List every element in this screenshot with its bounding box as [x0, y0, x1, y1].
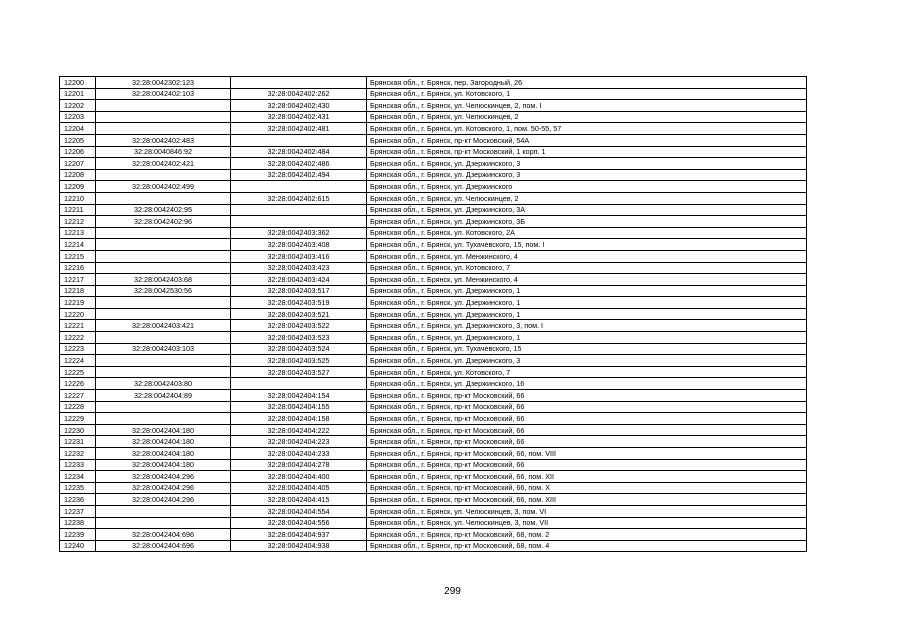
building-number-cell: 32:28:0042404:233: [231, 448, 367, 460]
row-number-cell: 12224: [60, 355, 96, 367]
parcel-number-cell: 32:28:0042402:483: [96, 134, 231, 146]
building-number-cell: 32:28:0042404:554: [231, 505, 367, 517]
row-number-cell: 12228: [60, 401, 96, 413]
row-number-cell: 12218: [60, 285, 96, 297]
parcel-number-cell: 32:28:0042402:103: [96, 88, 231, 100]
table-row: [60, 274, 807, 286]
row-number-cell: 12206: [60, 146, 96, 158]
building-number-cell: 32:28:0042403:527: [231, 366, 367, 378]
address-cell: Брянская обл., г. Брянск, пр-кт Московский, 66: [367, 390, 807, 402]
row-number-cell: 12213: [60, 227, 96, 239]
table-row: [60, 134, 807, 146]
building-number-cell: 32:28:0042404:155: [231, 401, 367, 413]
address-cell: Брянская обл., г. Брянск, пр-кт Московский, 66: [367, 413, 807, 425]
table-row: [60, 100, 807, 112]
row-number-cell: 12203: [60, 111, 96, 123]
table-row: [60, 216, 807, 228]
building-number-cell: 32:28:0042404:223: [231, 436, 367, 448]
table-row: [60, 459, 807, 471]
building-number-cell: 32:28:0042402:430: [231, 100, 367, 112]
table-row: [60, 181, 807, 193]
table-row: [60, 436, 807, 448]
table-row: [60, 378, 807, 390]
table-row: [60, 111, 807, 123]
building-number-cell: 32:28:0042403:519: [231, 297, 367, 309]
parcel-number-cell: 32:28:0040846:92: [96, 146, 231, 158]
parcel-number-cell: 32:28:0042404:696: [96, 529, 231, 541]
building-number-cell: 32:28:0042403:523: [231, 332, 367, 344]
row-number-cell: 12234: [60, 471, 96, 483]
parcel-number-cell: 32:28:0042404:89: [96, 390, 231, 402]
address-cell: Брянская обл., г. Брянск, ул. Дзержинского, 3: [367, 158, 807, 170]
parcel-number-cell: [96, 332, 231, 344]
building-number-cell: [231, 216, 367, 228]
address-cell: Брянская обл., г. Брянск, ул. Дзержинского, 3А: [367, 204, 807, 216]
row-number-cell: 12204: [60, 123, 96, 135]
address-cell: Брянская обл., г. Брянск, ул. Менжинского, 4: [367, 250, 807, 262]
parcel-number-cell: [96, 413, 231, 425]
building-number-cell: 32:28:0042403:521: [231, 308, 367, 320]
parcel-number-cell: [96, 100, 231, 112]
building-number-cell: 32:28:0042404:556: [231, 517, 367, 529]
table-row: [60, 390, 807, 402]
building-number-cell: 32:28:0042402:431: [231, 111, 367, 123]
parcel-number-cell: [96, 123, 231, 135]
parcel-number-cell: [96, 401, 231, 413]
parcel-number-cell: [96, 297, 231, 309]
parcel-number-cell: 32:28:0042403:421: [96, 320, 231, 332]
parcel-number-cell: [96, 239, 231, 251]
parcel-number-cell: 32:28:0042530:56: [96, 285, 231, 297]
address-cell: Брянская обл., г. Брянск, ул. Челюскинцев, 2: [367, 111, 807, 123]
parcel-number-cell: [96, 505, 231, 517]
address-cell: Брянская обл., г. Брянск, ул. Дзержинского: [367, 181, 807, 193]
table-row: [60, 529, 807, 541]
building-number-cell: 32:28:0042404:154: [231, 390, 367, 402]
parcel-number-cell: 32:28:0042402:95: [96, 204, 231, 216]
table-row: [60, 192, 807, 204]
building-number-cell: 32:28:0042403:424: [231, 274, 367, 286]
building-number-cell: 32:28:0042402:494: [231, 169, 367, 181]
row-number-cell: 12205: [60, 134, 96, 146]
row-number-cell: 12222: [60, 332, 96, 344]
building-number-cell: 32:28:0042403:408: [231, 239, 367, 251]
table-row: [60, 297, 807, 309]
row-number-cell: 12232: [60, 448, 96, 460]
table-row: [60, 505, 807, 517]
building-number-cell: [231, 77, 367, 89]
building-number-cell: 32:28:0042402:484: [231, 146, 367, 158]
address-cell: Брянская обл., г. Брянск, пр-кт Московский, 66: [367, 436, 807, 448]
row-number-cell: 12231: [60, 436, 96, 448]
address-cell: Брянская обл., г. Брянск, ул. Дзержинского, 3Б: [367, 216, 807, 228]
parcel-number-cell: [96, 111, 231, 123]
building-number-cell: 32:28:0042403:522: [231, 320, 367, 332]
row-number-cell: 12237: [60, 505, 96, 517]
table-row: [60, 308, 807, 320]
building-number-cell: [231, 181, 367, 193]
parcel-number-cell: [96, 517, 231, 529]
row-number-cell: 12219: [60, 297, 96, 309]
address-cell: Брянская обл., г. Брянск, ул. Дзержинского, 1: [367, 297, 807, 309]
address-cell: Брянская обл., г. Брянск, пр-кт Московский, 68, пом. 2: [367, 529, 807, 541]
parcel-number-cell: 32:28:0042302:123: [96, 77, 231, 89]
row-number-cell: 12238: [60, 517, 96, 529]
table-row: [60, 482, 807, 494]
address-cell: Брянская обл., г. Брянск, ул. Челюскинцев, 3, пом. VII: [367, 517, 807, 529]
table-row: [60, 424, 807, 436]
address-cell: Брянская обл., г. Брянск, ул. Котовского, 1: [367, 88, 807, 100]
building-number-cell: [231, 134, 367, 146]
building-number-cell: 32:28:0042403:423: [231, 262, 367, 274]
parcel-number-cell: [96, 250, 231, 262]
building-number-cell: [231, 204, 367, 216]
building-number-cell: 32:28:0042404:158: [231, 413, 367, 425]
address-cell: Брянская обл., г. Брянск, пр-кт Московский, 66: [367, 401, 807, 413]
address-cell: Брянская обл., г. Брянск, ул. Менжинского, 4: [367, 274, 807, 286]
parcel-number-cell: 32:28:0042404:180: [96, 448, 231, 460]
table-row: [60, 88, 807, 100]
row-number-cell: 12215: [60, 250, 96, 262]
address-cell: Брянская обл., г. Брянск, ул. Дзержинского, 1: [367, 308, 807, 320]
page-number: 299: [444, 586, 461, 597]
row-number-cell: 12208: [60, 169, 96, 181]
building-number-cell: 32:28:0042402:262: [231, 88, 367, 100]
building-number-cell: 32:28:0042404:415: [231, 494, 367, 506]
parcel-number-cell: 32:28:0042403:68: [96, 274, 231, 286]
building-number-cell: 32:28:0042404:405: [231, 482, 367, 494]
parcel-number-cell: [96, 227, 231, 239]
address-cell: Брянская обл., г. Брянск, ул. Дзержинского, 1: [367, 332, 807, 344]
table-row: [60, 448, 807, 460]
address-cell: Брянская обл., г. Брянск, ул. Челюскинцев, 2: [367, 192, 807, 204]
row-number-cell: 12201: [60, 88, 96, 100]
row-number-cell: 12214: [60, 239, 96, 251]
table-row: [60, 401, 807, 413]
row-number-cell: 12217: [60, 274, 96, 286]
table-row: [60, 332, 807, 344]
address-cell: Брянская обл., г. Брянск, ул. Тухачевского, 15, пом. I: [367, 239, 807, 251]
address-cell: Брянская обл., г. Брянск, пр-кт Московский, 66, пом. X: [367, 482, 807, 494]
parcel-number-cell: [96, 308, 231, 320]
building-number-cell: 32:28:0042403:517: [231, 285, 367, 297]
parcel-number-cell: 32:28:0042403:80: [96, 378, 231, 390]
parcel-number-cell: 32:28:0042402:96: [96, 216, 231, 228]
building-number-cell: 32:28:0042403:525: [231, 355, 367, 367]
table-row: [60, 239, 807, 251]
registry-table: [59, 76, 807, 552]
address-cell: Брянская обл., г. Брянск, пр-кт Московский, 54А: [367, 134, 807, 146]
table-row: [60, 146, 807, 158]
row-number-cell: 12207: [60, 158, 96, 170]
table-row: [60, 320, 807, 332]
parcel-number-cell: [96, 192, 231, 204]
row-number-cell: 12202: [60, 100, 96, 112]
row-number-cell: 12209: [60, 181, 96, 193]
row-number-cell: 12221: [60, 320, 96, 332]
building-number-cell: 32:28:0042402:481: [231, 123, 367, 135]
address-cell: Брянская обл., г. Брянск, ул. Дзержинского, 3, пом. I: [367, 320, 807, 332]
table-row: [60, 285, 807, 297]
parcel-number-cell: 32:28:0042403:103: [96, 343, 231, 355]
row-number-cell: 12227: [60, 390, 96, 402]
parcel-number-cell: [96, 169, 231, 181]
address-cell: Брянская обл., г. Брянск, ул. Дзержинского, 16: [367, 378, 807, 390]
registry-table-body: [60, 77, 807, 552]
row-number-cell: 12229: [60, 413, 96, 425]
parcel-number-cell: 32:28:0042404:296: [96, 471, 231, 483]
address-cell: Брянская обл., г. Брянск, ул. Челюскинцев, 3, пом. VI: [367, 505, 807, 517]
row-number-cell: 12239: [60, 529, 96, 541]
address-cell: Брянская обл., г. Брянск, пр-кт Московский, 68, пом. 4: [367, 540, 807, 552]
table-row: [60, 366, 807, 378]
building-number-cell: 32:28:0042404:937: [231, 529, 367, 541]
parcel-number-cell: 32:28:0042404:696: [96, 540, 231, 552]
building-number-cell: 32:28:0042403:362: [231, 227, 367, 239]
parcel-number-cell: 32:28:0042402:499: [96, 181, 231, 193]
row-number-cell: 12233: [60, 459, 96, 471]
table-row: [60, 413, 807, 425]
address-cell: Брянская обл., г. Брянск, ул. Котовского, 1, пом. 50-55, 57: [367, 123, 807, 135]
parcel-number-cell: 32:28:0042404:180: [96, 436, 231, 448]
table-row: [60, 169, 807, 181]
address-cell: Брянская обл., г. Брянск, пр-кт Московский, 66: [367, 459, 807, 471]
address-cell: Брянская обл., г. Брянск, ул. Дзержинского, 3: [367, 355, 807, 367]
parcel-number-cell: 32:28:0042404:180: [96, 424, 231, 436]
table-row: [60, 517, 807, 529]
parcel-number-cell: 32:28:0042402:421: [96, 158, 231, 170]
row-number-cell: 12211: [60, 204, 96, 216]
table-row: [60, 494, 807, 506]
table-row: [60, 355, 807, 367]
table-row: [60, 77, 807, 89]
address-cell: Брянская обл., г. Брянск, ул. Дзержинского, 1: [367, 285, 807, 297]
table-row: [60, 250, 807, 262]
row-number-cell: 12200: [60, 77, 96, 89]
parcel-number-cell: 32:28:0042404:180: [96, 459, 231, 471]
table-row: [60, 123, 807, 135]
parcel-number-cell: 32:28:0042404:296: [96, 494, 231, 506]
address-cell: Брянская обл., г. Брянск, пр-кт Московский, 66: [367, 424, 807, 436]
row-number-cell: 12226: [60, 378, 96, 390]
address-cell: Брянская обл., г. Брянск, ул. Тухачевского, 15: [367, 343, 807, 355]
table-row: [60, 540, 807, 552]
address-cell: Брянская обл., г. Брянск, ул. Котовского, 7: [367, 366, 807, 378]
address-cell: Брянская обл., г. Брянск, ул. Дзержинского, 3: [367, 169, 807, 181]
building-number-cell: 32:28:0042403:416: [231, 250, 367, 262]
row-number-cell: 12230: [60, 424, 96, 436]
row-number-cell: 12240: [60, 540, 96, 552]
row-number-cell: 12223: [60, 343, 96, 355]
table-row: [60, 204, 807, 216]
parcel-number-cell: [96, 366, 231, 378]
table-row: [60, 262, 807, 274]
building-number-cell: [231, 378, 367, 390]
parcel-number-cell: [96, 355, 231, 367]
building-number-cell: 32:28:0042404:938: [231, 540, 367, 552]
building-number-cell: 32:28:0042403:524: [231, 343, 367, 355]
address-cell: Брянская обл., г. Брянск, пр-кт Московский, 66, пом. XII: [367, 471, 807, 483]
table-row: [60, 158, 807, 170]
row-number-cell: 12225: [60, 366, 96, 378]
building-number-cell: 32:28:0042404:400: [231, 471, 367, 483]
building-number-cell: 32:28:0042404:278: [231, 459, 367, 471]
row-number-cell: 12210: [60, 192, 96, 204]
address-cell: Брянская обл., г. Брянск, ул. Челюскинцев, 2, пом. I: [367, 100, 807, 112]
building-number-cell: 32:28:0042402:486: [231, 158, 367, 170]
address-cell: Брянская обл., г. Брянск, ул. Котовского, 2А: [367, 227, 807, 239]
parcel-number-cell: 32:28:0042404:296: [96, 482, 231, 494]
address-cell: Брянская обл., г. Брянск, пр-кт Московский, 66, пом. VIII: [367, 448, 807, 460]
row-number-cell: 12235: [60, 482, 96, 494]
address-cell: Брянская обл., г. Брянск, ул. Котовского, 7: [367, 262, 807, 274]
table-row: [60, 227, 807, 239]
address-cell: Брянская обл., г. Брянск, пер. Загородный, 26: [367, 77, 807, 89]
address-cell: Брянская обл., г. Брянск, пр-кт Московский, 66, пом. XIII: [367, 494, 807, 506]
row-number-cell: 12212: [60, 216, 96, 228]
building-number-cell: 32:28:0042402:615: [231, 192, 367, 204]
row-number-cell: 12216: [60, 262, 96, 274]
building-number-cell: 32:28:0042404:222: [231, 424, 367, 436]
table-row: [60, 343, 807, 355]
address-cell: Брянская обл., г. Брянск, пр-кт Московский, 1 корп. 1: [367, 146, 807, 158]
table-row: [60, 471, 807, 483]
row-number-cell: 12236: [60, 494, 96, 506]
parcel-number-cell: [96, 262, 231, 274]
row-number-cell: 12220: [60, 308, 96, 320]
